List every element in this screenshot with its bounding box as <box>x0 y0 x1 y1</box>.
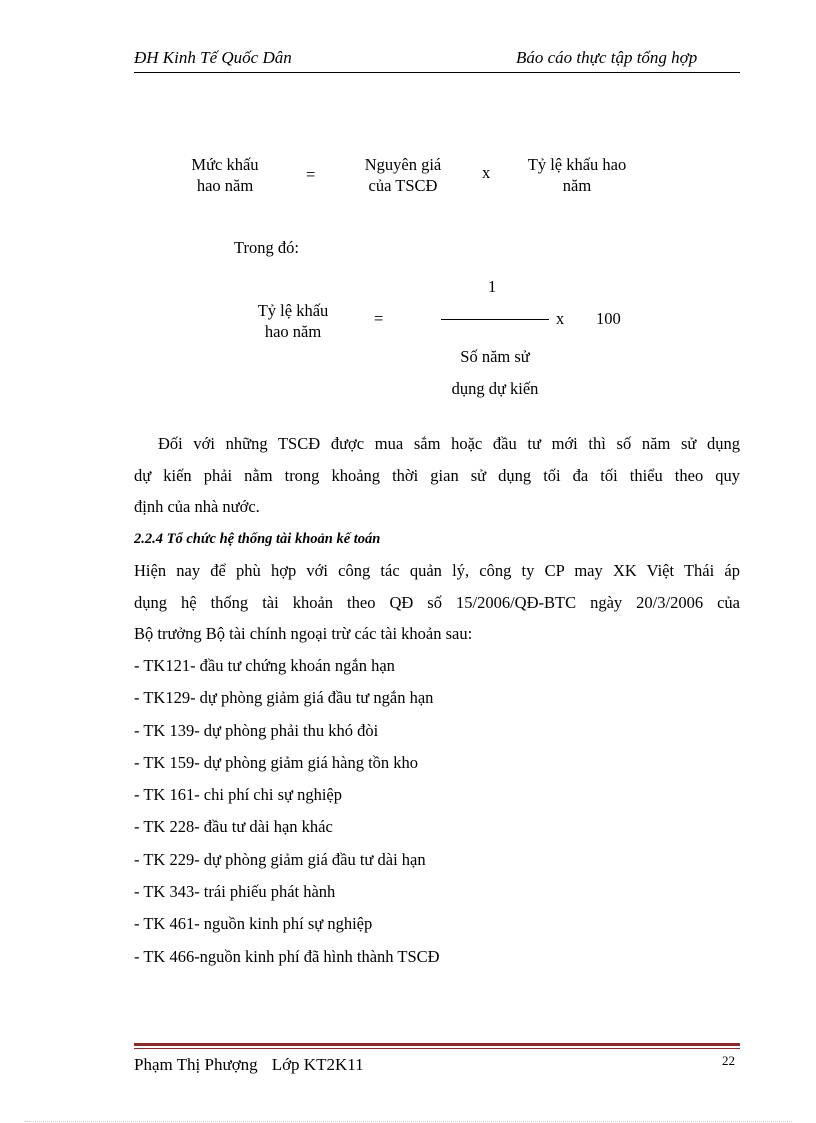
list-item: - TK 161- chi phí chi sự nghiệp <box>134 785 342 805</box>
paragraph-useful-life <box>134 428 740 523</box>
list-item: - TK 466-nguồn kinh phí đã hình thành TSCĐ <box>134 946 440 966</box>
list-item: - TK129- dự phòng giảm giá đầu tư ngắn hạn <box>134 688 434 708</box>
header-left-title: ĐH Kinh Tế Quốc Dân <box>134 48 292 67</box>
where-label: Trong đó: <box>234 238 299 257</box>
header-right-title: Báo cáo thực tập tổng hợp <box>516 48 698 67</box>
footer-class: Lớp KT2K11 <box>271 1055 364 1074</box>
paragraph2-line2: dụng hệ thống tài khoản theo QĐ số 15/2006/QĐ-BTC ngày 20/3/2006 của <box>134 592 740 612</box>
paragraph2-line1: Hiện nay để phù hợp với công tác quản lý, công ty CP may XK Việt Thái áp <box>134 561 740 580</box>
paragraph1-line3: định của nhà nước. <box>134 497 260 516</box>
fraction-bar <box>441 319 549 320</box>
formula1-times: x <box>482 163 491 182</box>
paragraph2-line3: Bộ trưởng Bộ tài chính ngoại trừ các tài khoản sau: <box>134 624 473 643</box>
formula2-denominator <box>440 341 550 405</box>
list-item: - TK 228- đầu tư dài hạn khác <box>134 817 333 837</box>
formula2-numerator: 1 <box>488 277 497 296</box>
formula2-lhs <box>242 300 344 342</box>
formula2-lhs-line2: hao năm <box>264 322 322 341</box>
list-item: - TK 229- dự phòng giảm giá đầu tư dài hạn <box>134 849 426 869</box>
list-item: - TK 343- trái phiếu phát hành <box>134 882 336 902</box>
formula1-term2-line2: năm <box>562 176 592 195</box>
page-edge-divider <box>24 1121 792 1122</box>
list-item: - TK121- đầu tư chứng khoán ngắn hạn <box>134 656 395 675</box>
page-number: 22 <box>722 1053 735 1068</box>
formula1-term1-line2: của TSCĐ <box>368 176 438 195</box>
formula1-term1-line1: Nguyên giá <box>364 155 442 174</box>
footer-author-name: Phạm Thị Phượng <box>134 1055 258 1074</box>
formula1-term2 <box>512 154 642 196</box>
formula1-equals: = <box>306 165 316 184</box>
paragraph1-line1: Đối với những TSCĐ được mua sắm hoặc đầu tư mới thì số năm sử dụng <box>158 434 740 453</box>
header-rule <box>134 72 740 73</box>
footer-rule-thick <box>134 1043 740 1046</box>
footer-rule-thin <box>134 1048 740 1049</box>
list-item: - TK 139- dự phòng phải thu khó đòi <box>134 720 379 740</box>
section-heading: 2.2.4 Tổ chức hệ thống tài khoản kế toán <box>134 531 381 547</box>
formula1-lhs <box>170 154 280 196</box>
formula2-times: x <box>556 309 565 328</box>
formula2-equals: = <box>374 309 384 328</box>
formula2-factor: 100 <box>596 309 621 328</box>
list-item: - TK 461- nguồn kinh phí sự nghiệp <box>134 914 373 934</box>
formula2-lhs-line1: Tỷ lệ khấu <box>257 301 329 320</box>
footer-author <box>134 1055 364 1075</box>
paragraph1-line2: dự kiến phải nằm trong khoảng thời gian sử dụng tối đa tối thiểu theo quy <box>134 465 740 485</box>
formula1-term2-line1: Tỷ lệ khấu hao <box>527 155 627 174</box>
formula2-denominator-line2: dụng dự kiến <box>451 379 539 398</box>
paragraph-account-system <box>134 555 740 650</box>
formula2-denominator-line1: Số năm sử <box>460 347 530 366</box>
formula1-lhs-line1: Mức khấu <box>191 155 259 174</box>
list-item: - TK 159- dự phòng giảm giá hàng tồn kho <box>134 752 419 772</box>
formula1-lhs-line2: hao năm <box>196 176 254 195</box>
excluded-accounts-list <box>134 650 440 973</box>
formula1-term1 <box>345 154 461 196</box>
